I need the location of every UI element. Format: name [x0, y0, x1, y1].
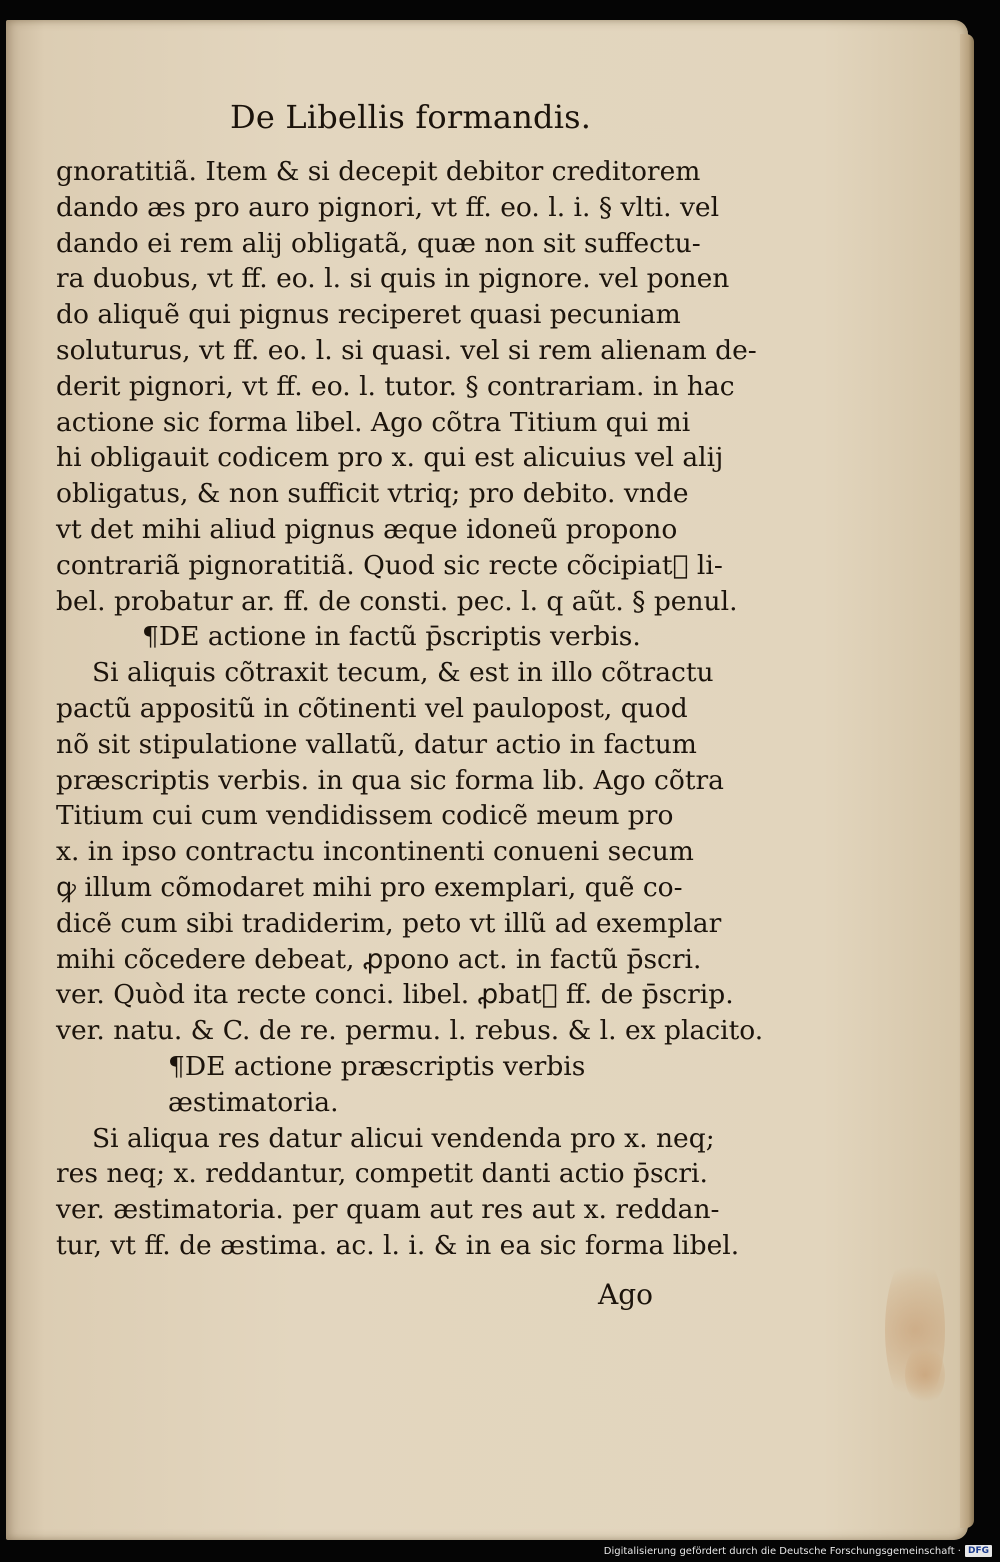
text-line: bel. probatur ar. ff. de consti. pec. l. q aũt. § penul.	[56, 585, 738, 617]
text-line: Si aliqua res datur alicui vendenda pro x. neq;	[92, 1122, 715, 1154]
section-heading: ¶DE actione præscriptis verbis	[168, 1050, 586, 1082]
text-line: soluturus, vt ff. eo. l. si quasi. vel si rem alienam de-	[56, 334, 757, 366]
catchword: Ago	[598, 1278, 654, 1311]
text-line: ver. natu. & C. de re. permu. l. rebus. & l. ex placito.	[56, 1015, 764, 1047]
body-text	[56, 154, 764, 1264]
text-line: res neq; x. reddantur, competit danti actio p̄scri.	[56, 1158, 708, 1190]
text-line: ra duobus, vt ff. eo. l. si quis in pignore. vel ponen	[56, 263, 730, 295]
text-line: dando æs pro auro pignori, vt ff. eo. l. i. § vlti. vel	[56, 191, 720, 223]
page-stain	[905, 1345, 945, 1405]
text-line: dando ei rem alij obligatã, quæ non sit suffectu-	[56, 227, 701, 259]
text-line: ꝙ illum cõmodaret mihi pro exemplari, quẽ co-	[56, 871, 683, 903]
text-line: obligatus, & non sufficit vtriq; pro debito. vnde	[56, 478, 689, 510]
text-line: nõ sit stipulatione vallatũ, datur actio in factum	[56, 728, 697, 760]
text-line: contrariã pignoratitiã. Quod sic recte cõcipiatᷓ li-	[56, 549, 723, 581]
text-line: actione sic forma libel. Ago cõtra Titium qui mi	[56, 406, 691, 438]
text-line: præscriptis verbis. in qua sic forma lib. Ago cõtra	[56, 764, 724, 796]
text-line: do aliquẽ qui pignus reciperet quasi pecuniam	[56, 299, 681, 331]
text-line: pactũ appositũ in cõtinenti vel paulopost, quod	[56, 692, 688, 724]
text-line: gnoratitiã. Item & si decepit debitor creditorem	[56, 156, 701, 187]
text-line: vt det mihi aliud pignus æque idoneũ propono	[56, 513, 678, 545]
text-line: ver. æstimatoria. per quam aut res aut x. reddan-	[56, 1194, 720, 1226]
text-line: dicẽ cum sibi tradiderim, peto vt illũ ad exemplar	[56, 907, 722, 939]
page-fore-edge	[960, 34, 974, 1528]
digitization-credit	[604, 1544, 992, 1558]
credit-text: Digitalisierung gefördert durch die Deutsche Forschungsgemeinschaft ·	[603, 1545, 961, 1557]
text-line: hi obligauit codicem pro x. qui est alicuius vel alij	[56, 442, 724, 474]
text-line: ver. Quòd ita recte conci. libel. ꝓbatᷓ ff. de p̄scrip.	[56, 979, 734, 1011]
text-line: tur, vt ff. de æstima. ac. l. i. & in ea sic forma libel.	[56, 1229, 740, 1261]
dfg-logo: DFG	[965, 1545, 992, 1557]
text-line: Titium cui cum vendidissem codicẽ meum pro	[56, 800, 674, 832]
text-line: mihi cõcedere debeat, ꝓpono act. in factũ p̄scri.	[56, 943, 702, 975]
section-heading: æstimatoria.	[168, 1086, 339, 1118]
text-line: Si aliquis cõtraxit tecum, & est in illo cõtractu	[92, 657, 714, 689]
running-head: De Libellis formandis.	[230, 98, 592, 136]
text-line: derit pignori, vt ff. eo. l. tutor. § contrariam. in hac	[56, 370, 735, 402]
text-line: x. in ipso contractu incontinenti conueni secum	[56, 836, 694, 868]
section-heading: ¶DE actione in factũ p̄scriptis verbis.	[142, 621, 641, 653]
